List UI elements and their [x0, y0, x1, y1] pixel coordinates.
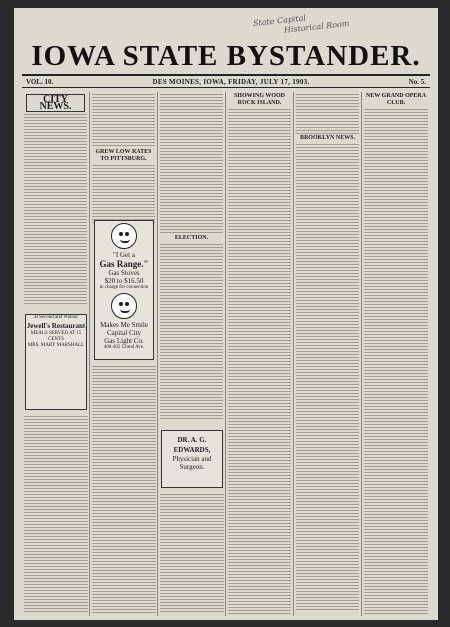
article-text [228, 109, 291, 616]
article-text [92, 366, 156, 614]
place-date: DES MOINES, IOWA, FRIDAY, JULY 17, 1903. [152, 77, 310, 86]
article-text [24, 114, 87, 304]
restaurant-name: Jewell's Restaurant [26, 322, 86, 330]
restaurant-ad [25, 314, 87, 410]
article-text [160, 494, 224, 614]
article-text [364, 109, 428, 616]
gas-light-address: 400-402 Grand Ave. [103, 345, 145, 350]
restaurant-address: at Second and Walnut [34, 315, 78, 320]
handwritten-line-1: State Capital [252, 13, 307, 28]
article-text [160, 244, 223, 420]
column-1 [22, 92, 90, 616]
article-text [296, 94, 359, 134]
article-text [24, 416, 88, 614]
dateline [22, 74, 430, 88]
column-4 [226, 92, 294, 616]
article-text [92, 94, 155, 148]
article-heading: ELECTION. [174, 235, 209, 241]
restaurant-meals: MEALS SERVED AT 15 CENTS [30, 331, 82, 342]
newspaper-page [14, 8, 438, 620]
gas-light-slogan: Makes Me Smile [100, 321, 148, 329]
article-heading: BROOKLYN NEWS. [299, 135, 356, 141]
gas-range-line-2: Gas Range." [99, 259, 149, 269]
article-text [92, 165, 155, 225]
issue-number: No. 5. [408, 77, 426, 86]
column-3 [158, 92, 226, 616]
article-heading: SHOWING WOOD ROCK ISLAND. [233, 93, 286, 106]
restaurant-owner: MRS. MARY MARSHALL [27, 343, 85, 348]
handwritten-line-2: Historical Room [283, 18, 350, 35]
city-news-heading: CITY NEWS. [26, 94, 85, 112]
gas-light-company-line-2: Gas Light Co. [104, 337, 144, 345]
gas-range-ad [94, 220, 154, 360]
smiling-face-icon [111, 223, 137, 249]
article-heading: GREW LOW RATES TO PITTSBURG. [95, 149, 152, 162]
article-text [160, 94, 223, 234]
doctor-name: DR. A. G. EDWARDS, [173, 436, 211, 454]
column-2 [90, 92, 158, 616]
column-6 [362, 92, 430, 616]
smiling-face-icon [111, 293, 137, 319]
column-5 [294, 92, 362, 616]
gas-range-note: in charge for connection [99, 285, 149, 290]
edwards-ad [161, 430, 223, 488]
gas-stoves-price: $20 to $16.50 [104, 277, 144, 285]
masthead-title: IOWA STATE BYSTANDER. [31, 40, 421, 72]
columns [22, 92, 430, 616]
volume-label: VOL. 10. [26, 77, 54, 86]
article-heading: NEW GRAND OPERA CLUB. [365, 93, 427, 106]
doctor-title: Physician and Surgeon. [172, 455, 212, 471]
gas-stoves-label: Gas Stoves [108, 269, 140, 277]
gas-light-company-line-1: Capital City [106, 329, 142, 337]
gas-range-line-1: "I Get a [113, 251, 135, 259]
article-text [296, 144, 359, 610]
